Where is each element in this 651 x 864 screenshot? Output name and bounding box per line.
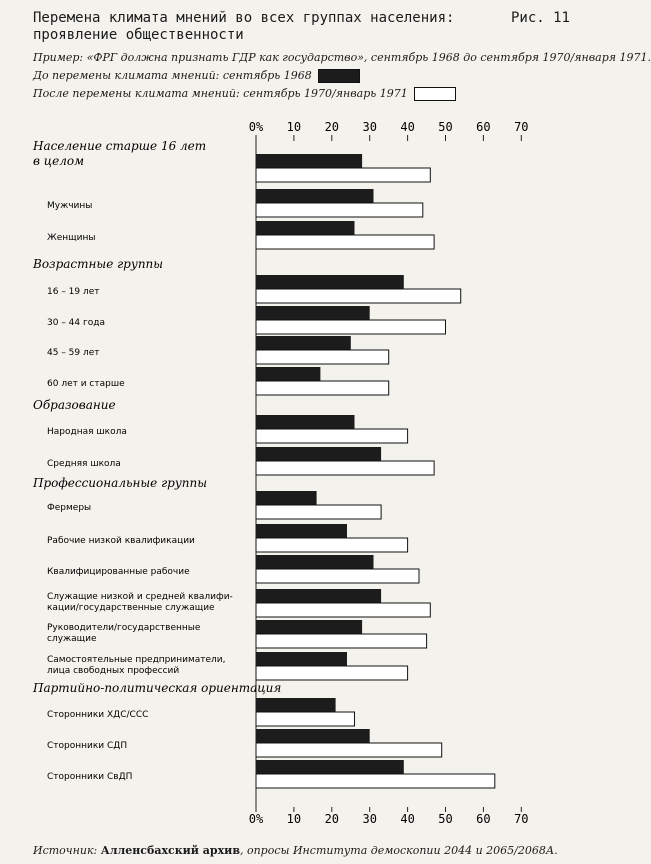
row-label: 45 – 59 лет xyxy=(47,348,100,358)
bar-before xyxy=(256,189,374,203)
group-title: Партийно-политическая ориентация xyxy=(33,681,282,695)
source-note xyxy=(33,844,558,857)
bar-after xyxy=(256,168,430,182)
row-label: Мужчины xyxy=(47,201,93,211)
row-label: 60 лет и старше xyxy=(47,379,125,389)
row-label: Квалифицированные рабочие xyxy=(47,567,190,577)
bar-after xyxy=(256,774,495,788)
bar-after xyxy=(256,634,427,648)
bar-before xyxy=(256,491,317,505)
group-title: Население старше 16 лет xyxy=(33,139,207,153)
bar-before xyxy=(256,698,336,712)
bar-after xyxy=(256,381,389,395)
row-label: Сторонники ХДС/ССС xyxy=(47,710,149,720)
bar-before xyxy=(256,589,381,603)
tick-label-bottom: 50 xyxy=(438,812,453,826)
bar-after xyxy=(256,350,389,364)
bar-before xyxy=(256,524,347,538)
row-label: 30 – 44 года xyxy=(47,318,105,328)
bar-before xyxy=(256,555,374,569)
tick-label-bottom: 20 xyxy=(324,812,340,826)
tick-label-bottom: 60 xyxy=(476,812,491,826)
group-title: Образование xyxy=(33,398,116,412)
bar-after xyxy=(256,666,408,680)
bar-after xyxy=(256,429,408,443)
row-label: Народная школа xyxy=(47,427,127,437)
bar-before xyxy=(256,275,404,289)
bar-before xyxy=(256,154,362,168)
bar-after xyxy=(256,569,419,583)
bar-after xyxy=(256,538,408,552)
row-label-cont: кации/государственные служащие xyxy=(47,603,215,613)
bar-before xyxy=(256,367,320,381)
row-label: 16 – 19 лет xyxy=(47,287,100,297)
tick-label-top: 0% xyxy=(248,120,264,134)
source-prefix: Источник: xyxy=(33,844,101,857)
row-label: Женщины xyxy=(47,233,96,243)
row-label-cont: служащие xyxy=(47,634,97,644)
bar-before xyxy=(256,221,355,235)
bar-after xyxy=(256,461,434,475)
bar-after xyxy=(256,289,461,303)
bar-after xyxy=(256,603,430,617)
source-archive: Алленсбахский архив xyxy=(100,844,240,857)
row-label-cont: лица свободных профессий xyxy=(47,666,180,676)
bar-before xyxy=(256,652,347,666)
tick-label-top: 50 xyxy=(438,120,453,134)
title-line-2: проявление общественности xyxy=(33,27,244,43)
bar-after xyxy=(256,743,442,757)
row-label: Фермеры xyxy=(47,503,92,513)
bar-before xyxy=(256,306,370,320)
legend-before-label: До перемены климата мнений: сентябрь 1968 xyxy=(33,69,312,82)
bar-after xyxy=(256,320,446,334)
bar-before xyxy=(256,336,351,350)
row-label: Средняя школа xyxy=(47,459,121,469)
bar-after xyxy=(256,505,381,519)
bar-before xyxy=(256,760,404,774)
bar-before xyxy=(256,620,362,634)
row-label: Служащие низкой и средней квалифи- xyxy=(47,592,233,602)
legend-after-label: После перемены климата мнений: сентябрь 1970/январь 1971 xyxy=(33,87,408,100)
tick-label-bottom: 10 xyxy=(286,812,302,826)
bar-after xyxy=(256,235,434,249)
group-title: Возрастные группы xyxy=(33,257,164,271)
figure-label: Рис. 11 xyxy=(510,10,570,26)
row-label: Сторонники СДП xyxy=(47,741,128,751)
row-label: Руководители/государственные xyxy=(47,623,201,633)
row-label: Рабочие низкой квалификации xyxy=(47,536,195,546)
group-title: Профессиональные группы xyxy=(33,476,208,490)
title-line-1: Перемена климата мнений во всех группах населения: xyxy=(33,10,455,26)
tick-label-top: 20 xyxy=(324,120,340,134)
row-label: Самостоятельные предприниматели, xyxy=(47,655,226,665)
tick-label-top: 30 xyxy=(362,120,377,134)
bar-after xyxy=(256,203,423,217)
tick-label-bottom: 70 xyxy=(514,812,529,826)
group-title-cont: в целом xyxy=(33,154,85,168)
tick-label-bottom: 30 xyxy=(362,812,377,826)
tick-label-top: 10 xyxy=(286,120,302,134)
tick-label-top: 40 xyxy=(400,120,415,134)
bar-before xyxy=(256,729,370,743)
tick-label-top: 70 xyxy=(514,120,529,134)
tick-label-bottom: 0% xyxy=(248,812,264,826)
row-label: Сторонники СвДП xyxy=(47,772,133,782)
bar-before xyxy=(256,415,355,429)
tick-label-top: 60 xyxy=(476,120,491,134)
bar-before xyxy=(256,447,381,461)
bar-after xyxy=(256,712,355,726)
tick-label-bottom: 40 xyxy=(400,812,415,826)
source-rest: , опросы Института демоскопии 2044 и 2065/2068А. xyxy=(239,844,558,857)
example-caption: Пример: «ФРГ должна признать ГДР как государство», сентябрь 1968 до сентября 1970/января 1971. xyxy=(33,51,651,64)
